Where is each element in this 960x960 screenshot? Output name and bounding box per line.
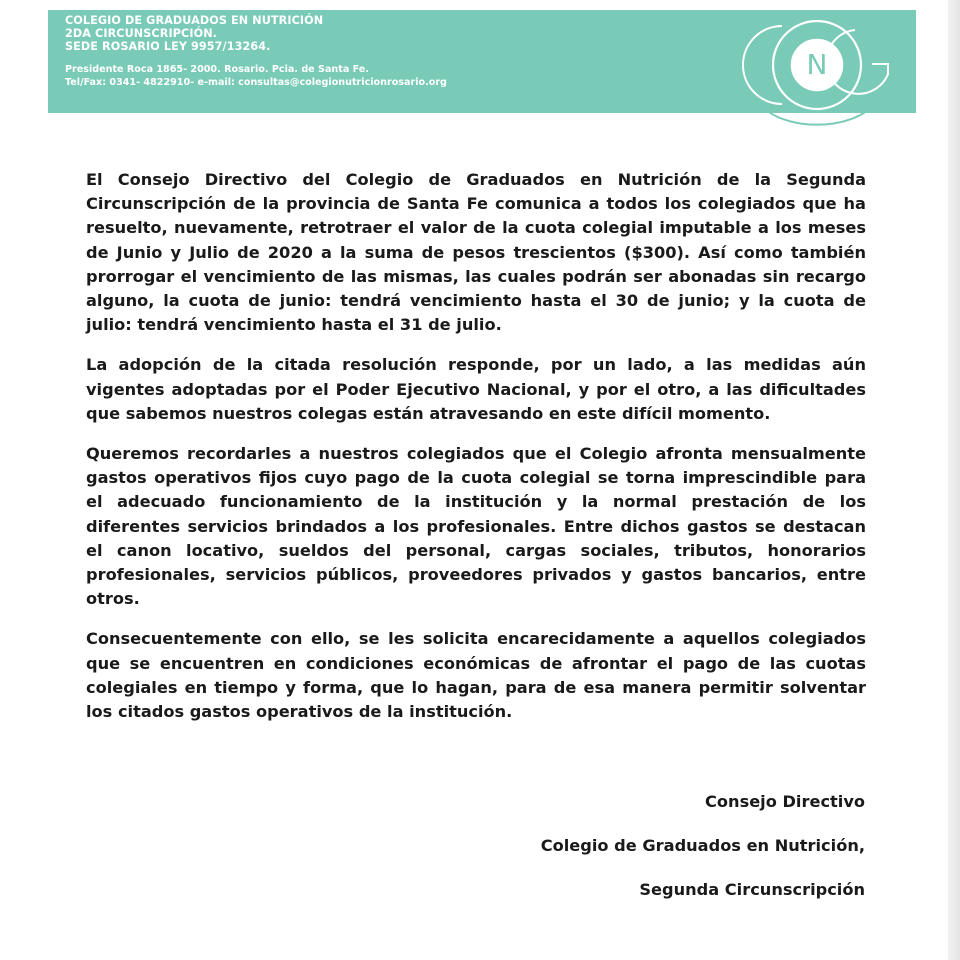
page-edge-shadow	[948, 0, 960, 960]
signature-line-circumscription: Segunda Circunscripción	[639, 880, 865, 899]
seat-law: SEDE ROSARIO LEY 9957/13264.	[65, 40, 271, 53]
address: Presidente Roca 1865- 2000. Rosario. Pcia. de Santa Fe.	[65, 64, 369, 75]
contact-block	[65, 63, 447, 89]
paragraph-3: Queremos recordarles a nuestros colegiados que el Colegio afronta mensualmente gastos operativos fijos cuyo pago de la cuota colegial se torna imprescindible para el adecuado funcionamiento de la institución y la normal prestación de los diferentes servicios brindados a los profesionales. Entre dichos gastos se destacan el canon locativo, sueldos del personal, cargas sociales, tributos, honorarios profesionales, servicios públicos, proveedores privados y gastos bancarios, entre otros.	[86, 444, 866, 609]
letter-body	[86, 168, 866, 740]
circumscription: 2DA CIRCUNSCRIPCIÓN.	[65, 27, 218, 40]
signature-line-council: Consejo Directivo	[705, 792, 865, 811]
org-name: COLEGIO DE GRADUADOS EN NUTRICIÓN	[65, 14, 324, 27]
signature-line-college: Colegio de Graduados en Nutrición,	[540, 836, 865, 855]
logo-lower-arc	[760, 104, 874, 125]
paragraph-2: La adopción de la citada resolución responde, por un lado, a las medidas aún vigentes adoptadas por el Poder Ejecutivo Nacional, y por el otro, a las dificultades que sabemos nuestros colegas están atravesando en este difícil momento.	[86, 355, 866, 423]
logo-letter-n: N	[806, 48, 828, 81]
logo-letter-c	[743, 26, 782, 104]
paragraph-4: Consecuentemente con ello, se les solicita encarecidamente a aquellos colegiados que se encuentren en condiciones económicas de afrontar el pago de las cuotas colegiales en tiempo y forma, que lo hagan, para de esa manera permitir solventar los citados gastos operativos de la institución.	[86, 629, 866, 722]
letterhead-text	[65, 14, 447, 89]
contact-info: Tel/Fax: 0341- 4822910- e-mail: consultas@colegionutricionrosario.org	[65, 77, 447, 88]
signature-block	[541, 787, 865, 919]
cgn-logo-icon	[738, 0, 896, 130]
paragraph-1: El Consejo Directivo del Colegio de Graduados en Nutrición de la Segunda Circunscripción de la provincia de Santa Fe comunica a todos los colegiados que ha resuelto, nuevamente, retrotraer el valor de la cuota colegial imputable a los meses de Junio y Julio de 2020 a la suma de pesos trescientos ($300). Así como también prorrogar el vencimiento de las mismas, las cuales podrán ser abonadas sin recargo alguno, la cuota de junio: tendrá vencimiento hasta el 30 de junio; y la cuota de julio: tendrá vencimiento hasta el 31 de julio.	[86, 170, 866, 335]
